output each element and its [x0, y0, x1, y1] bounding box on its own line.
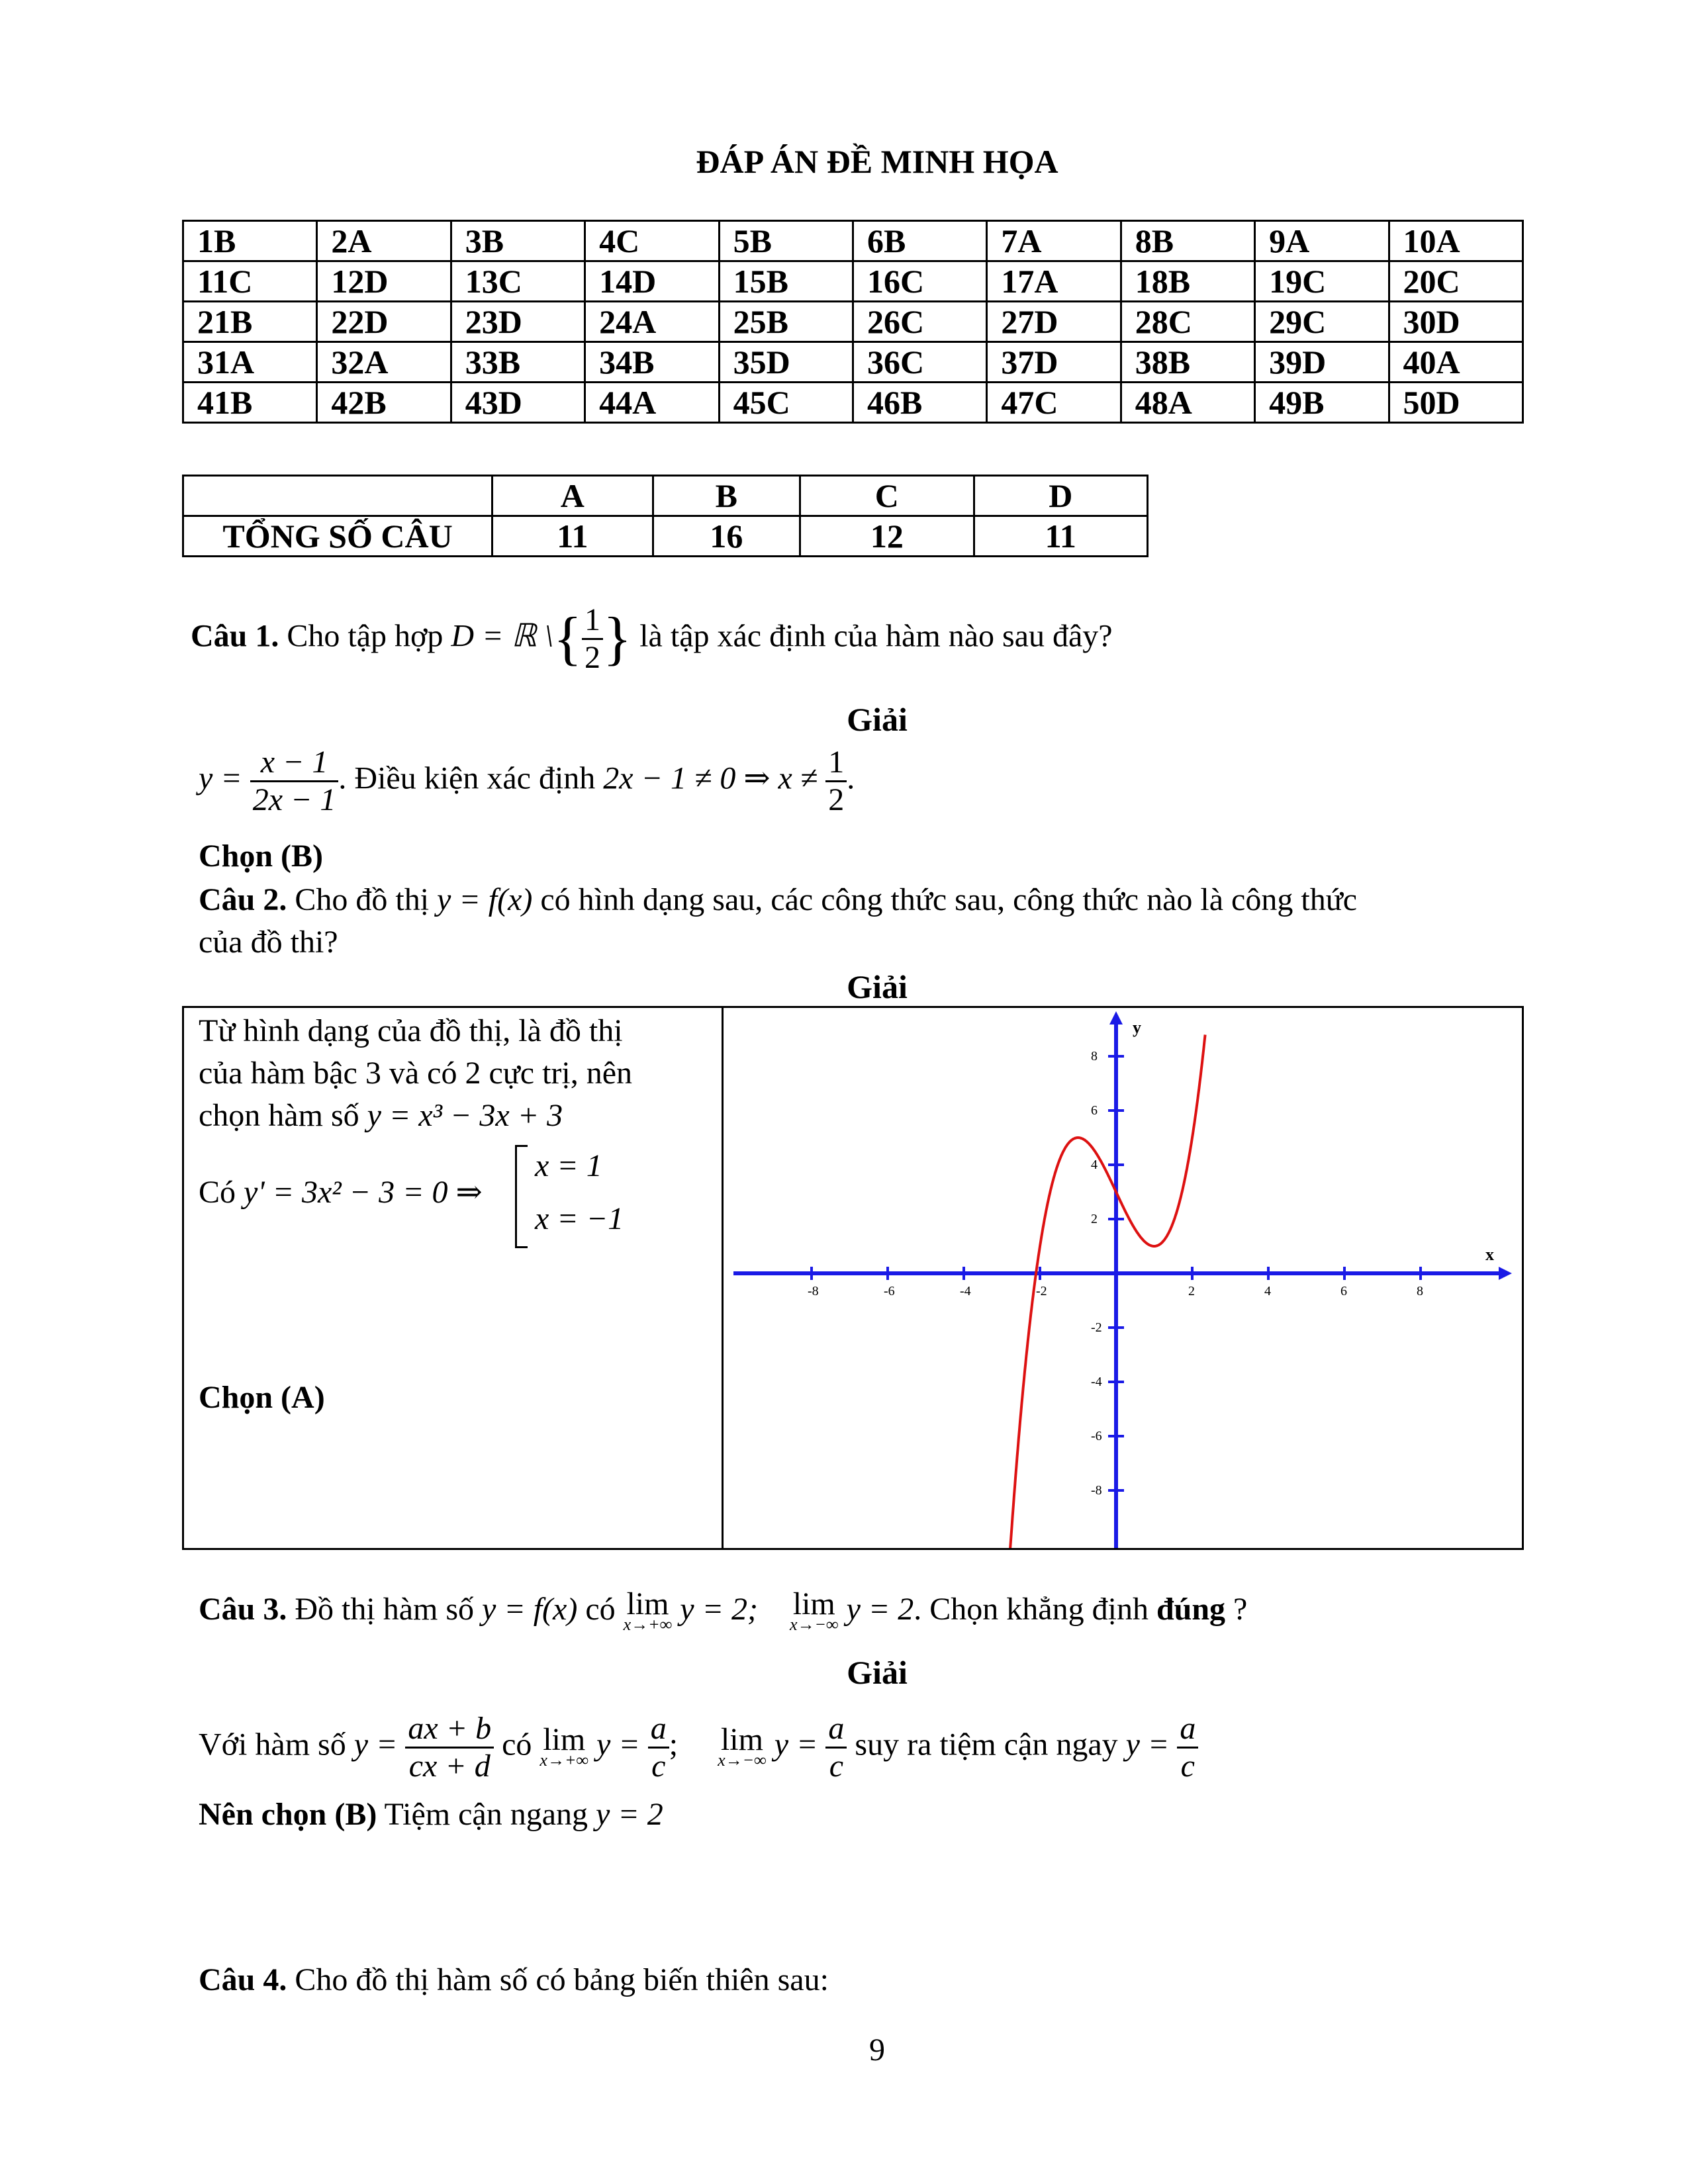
limit-neg: lim x→−∞	[789, 1586, 839, 1634]
bracket	[515, 1145, 528, 1248]
derivative-line: Có y' = 3x² − 3 = 0 ⇒	[199, 1175, 483, 1210]
answer-cell: 13C	[451, 261, 585, 302]
answer-cell: 27D	[987, 302, 1121, 342]
answer-cell: 24A	[585, 302, 719, 342]
page-title: ĐÁP ÁN ĐỀ MINH HỌA	[696, 143, 1058, 180]
root-1: x = 1	[535, 1148, 602, 1183]
y-tick-label: 8	[1091, 1049, 1098, 1064]
solution-heading: Giải	[847, 701, 908, 738]
answer-cell: 18B	[1121, 261, 1254, 302]
answer-totals-table	[182, 475, 1149, 557]
answer-cell: 8B	[1121, 221, 1254, 261]
answer-row	[183, 342, 1523, 383]
x-tick-label: -2	[1036, 1284, 1047, 1298]
answer-cell: 19C	[1255, 261, 1389, 302]
answer-cell: 16C	[853, 261, 986, 302]
answer-cell: 15B	[719, 261, 853, 302]
answer-cell: 3B	[451, 221, 585, 261]
x-tick-label: 2	[1188, 1284, 1195, 1298]
solution-3: Với hàm số y = $\frac{ax + b}{cx + d}$ có lim x→+∞ y = $\frac{a}{c}$ ; lim x→−∞ y = $\frac{a}{c}$ suy ra tiệm cận ngay y = $\frac{a}{c}$	[199, 1711, 1198, 1784]
question-text: Cho tập hợp	[287, 618, 444, 654]
solution-1: y = $\frac{x - 1}{2x - 1}$ . Điều kiện xác định 2x − 1 ≠ 0 ⇒ x ≠ $\frac{1}{2}$ .	[199, 745, 855, 817]
fraction-a-over-c: $\frac{a}{c}$	[1177, 1711, 1198, 1784]
answer-cell: 6B	[853, 221, 986, 261]
y-tick-label: 2	[1091, 1212, 1098, 1226]
answer-cell: 40A	[1389, 342, 1523, 383]
y-tick-label: 4	[1091, 1158, 1098, 1172]
option-header-cell: C	[800, 476, 974, 516]
x-tick-label: -8	[808, 1284, 819, 1298]
total-count-cell: 11	[492, 516, 653, 557]
page-number: 9	[869, 2032, 885, 2068]
function-graph	[724, 1008, 1522, 1548]
answer-cell: 5B	[719, 221, 853, 261]
total-count-cell: 16	[653, 516, 800, 557]
answer-cell: 22D	[317, 302, 451, 342]
answer-row	[183, 302, 1523, 342]
answer-cell: 10A	[1389, 221, 1523, 261]
answer-cell: 28C	[1121, 302, 1254, 342]
answer-cell: 34B	[585, 342, 719, 383]
x-tick-label: -6	[884, 1284, 895, 1298]
x-tick-label: 8	[1417, 1284, 1423, 1298]
answer-cell: 42B	[317, 383, 451, 423]
y-tick-label: -6	[1091, 1429, 1102, 1443]
answer-cell: 36C	[853, 342, 986, 383]
choice-1: Chọn (B)	[199, 839, 324, 874]
answer-cell: 26C	[853, 302, 986, 342]
x-axis-arrow	[1499, 1267, 1512, 1280]
fraction-half: $\frac{1}{2}$	[582, 602, 603, 676]
solution-heading: Giải	[847, 1654, 908, 1691]
answer-cell: 29C	[1255, 302, 1389, 342]
answer-cell: 41B	[183, 383, 317, 423]
answer-cell: 48A	[1121, 383, 1254, 423]
fraction-rational: $\frac{ax + b}{cx + d}$	[405, 1711, 494, 1784]
answer-cell: 11C	[183, 261, 317, 302]
total-count-cell: 11	[974, 516, 1147, 557]
fraction-half: $\frac{1}{2}$	[825, 745, 847, 818]
totals-row-label: TỔNG SỐ CÂU	[183, 516, 492, 557]
answer-cell: 23D	[451, 302, 585, 342]
question-4: Câu 4. Cho đồ thị hàm số có bảng biến thiên sau:	[199, 1962, 829, 1997]
answer-cell: 44A	[585, 383, 719, 423]
answer-cell: 21B	[183, 302, 317, 342]
answer-cell: 30D	[1389, 302, 1523, 342]
answer-cell: 35D	[719, 342, 853, 383]
right-brace-glyph: }	[603, 606, 632, 672]
total-count-cell: 12	[800, 516, 974, 557]
math-set: D = ℝ \	[451, 618, 553, 654]
y-tick-label: -8	[1091, 1483, 1102, 1498]
y-tick-label: 6	[1091, 1103, 1098, 1118]
answer-cell: 14D	[585, 261, 719, 302]
solution-heading: Giải	[847, 968, 908, 1005]
answer-cell: 43D	[451, 383, 585, 423]
answer-cell: 45C	[719, 383, 853, 423]
answer-key-table	[182, 220, 1524, 424]
question-3: Câu 3. Đồ thị hàm số y = f(x) có lim x→+∞ y = 2; lim x→−∞ y = 2. Chọn khẳng định đúng ?	[199, 1586, 1248, 1634]
option-header-cell: B	[653, 476, 800, 516]
answer-row	[183, 221, 1523, 261]
answer-cell: 49B	[1255, 383, 1389, 423]
x-axis-label: x	[1485, 1245, 1494, 1264]
answer-row	[183, 261, 1523, 302]
answer-cell: 32A	[317, 342, 451, 383]
choice-3: Nên chọn (B) Tiệm cận ngang y = 2	[199, 1797, 663, 1832]
answer-cell: 12D	[317, 261, 451, 302]
y-axis-label: y	[1133, 1018, 1141, 1037]
empty-header-cell	[183, 476, 492, 516]
answer-cell: 2A	[317, 221, 451, 261]
answer-cell: 33B	[451, 342, 585, 383]
fraction-a-over-c: $\frac{a}{c}$	[648, 1711, 669, 1784]
answer-cell: 47C	[987, 383, 1121, 423]
answer-cell: 9A	[1255, 221, 1389, 261]
y-tick-label: -2	[1091, 1320, 1102, 1335]
fraction-function: $\frac{x - 1}{2x - 1}$	[250, 745, 339, 818]
answer-row	[183, 383, 1523, 423]
question-label: Câu 1.	[191, 618, 279, 654]
answer-cell: 25B	[719, 302, 853, 342]
answer-cell: 50D	[1389, 383, 1523, 423]
answer-cell: 7A	[987, 221, 1121, 261]
answer-cell: 17A	[987, 261, 1121, 302]
y-tick-label: -4	[1091, 1375, 1102, 1389]
x-tick-label: -4	[960, 1284, 971, 1298]
choice-2: Chọn (A)	[199, 1380, 325, 1415]
answer-cell: 37D	[987, 342, 1121, 383]
answer-cell: 38B	[1121, 342, 1254, 383]
limit-pos: lim x→+∞	[623, 1586, 673, 1634]
answer-cell: 46B	[853, 383, 986, 423]
x-tick-label: 6	[1340, 1284, 1347, 1298]
root-2: x = −1	[535, 1201, 624, 1236]
answer-cell: 31A	[183, 342, 317, 383]
option-header-cell: D	[974, 476, 1147, 516]
question-1	[191, 602, 1113, 676]
fraction-a-over-c: $\frac{a}{c}$	[825, 1711, 847, 1784]
answer-cell: 20C	[1389, 261, 1523, 302]
solution-2-text: Từ hình dạng của đồ thị, là đồ thị của hàm bậc 3 và có 2 cực trị, nên chọn hàm số y = x³ − 3x + 3	[199, 1013, 633, 1133]
x-tick-label: 4	[1264, 1284, 1271, 1298]
answer-cell: 1B	[183, 221, 317, 261]
question-text: là tập xác định của hàm nào sau đây?	[639, 618, 1113, 654]
question-2: Câu 2. Cho đồ thị y = f(x) có hình dạng sau, các công thức sau, công thức nào là công thức của đồ thi?	[199, 882, 1358, 960]
option-header-cell: A	[492, 476, 653, 516]
y-axis-arrow	[1109, 1011, 1123, 1024]
answer-cell: 39D	[1255, 342, 1389, 383]
left-brace-glyph: {	[553, 606, 583, 672]
answer-cell: 4C	[585, 221, 719, 261]
